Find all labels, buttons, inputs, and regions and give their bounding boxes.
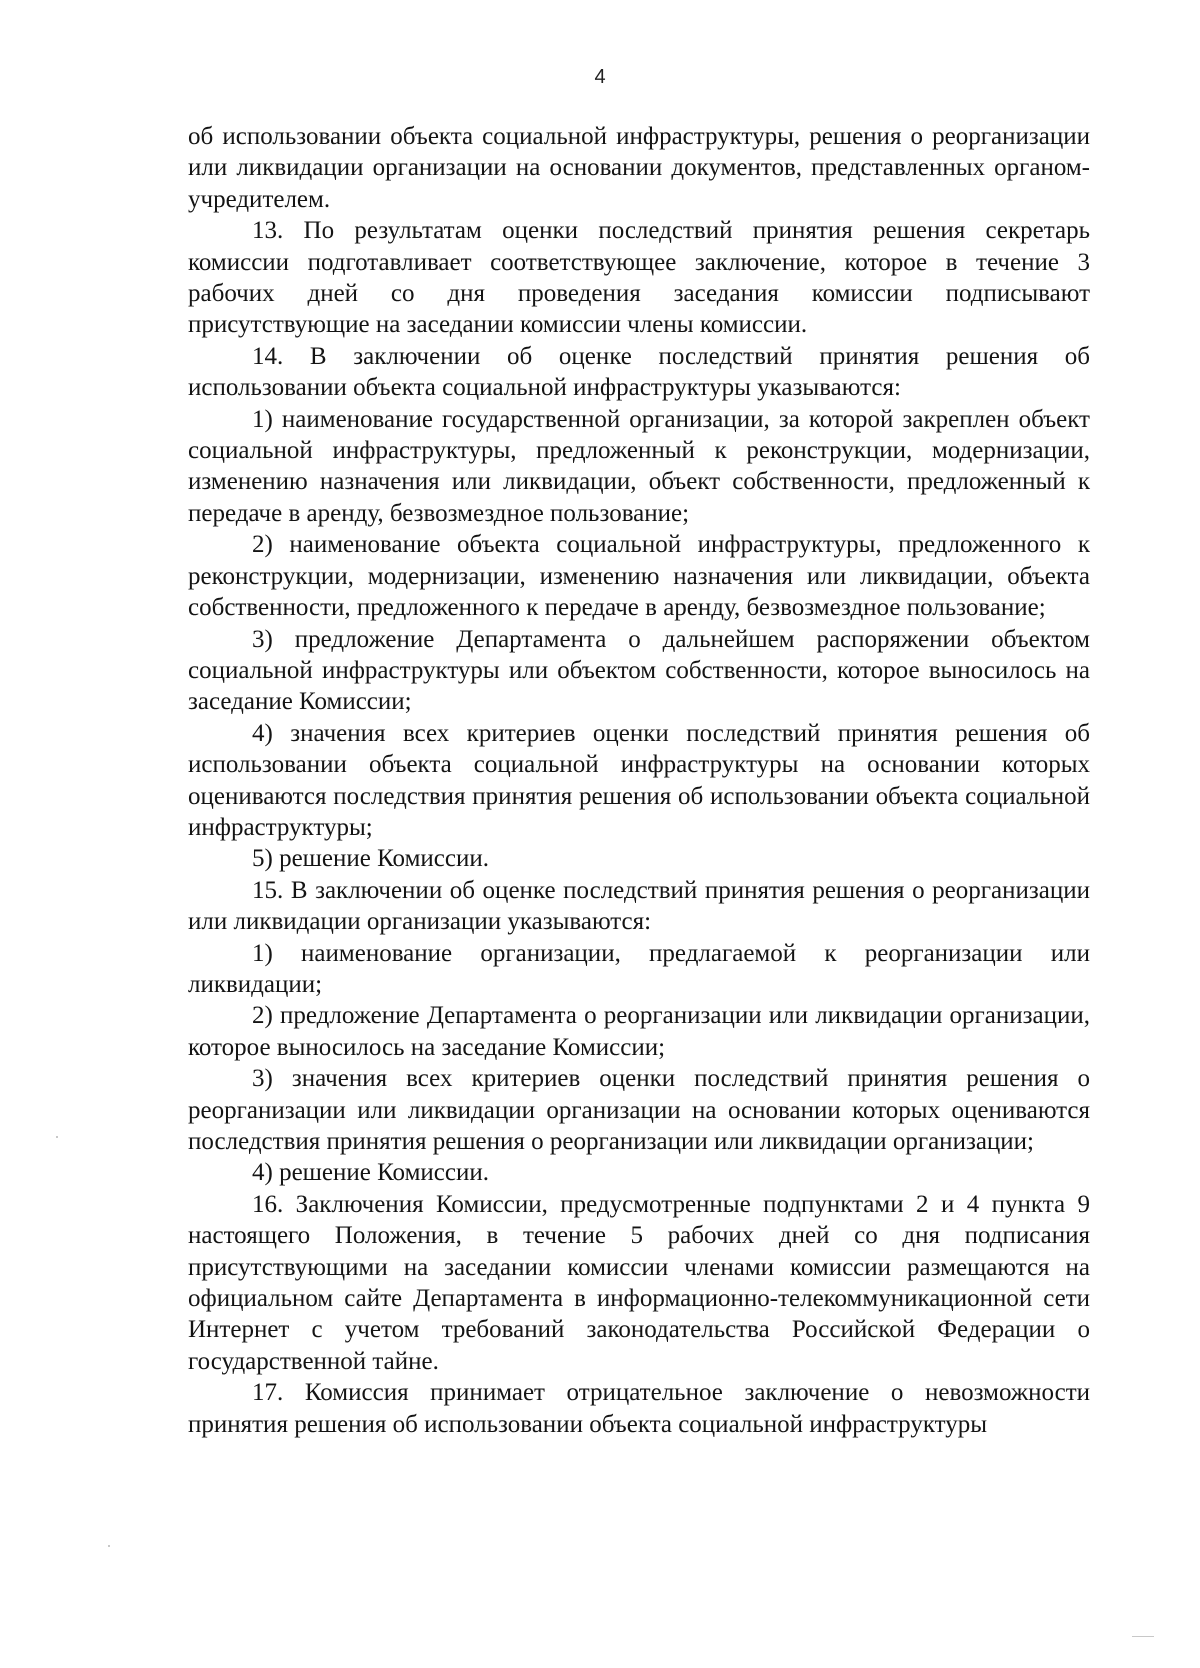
document-body <box>188 121 1090 1440</box>
scan-mark <box>108 1545 110 1547</box>
paragraph-15-item-1: 1) наименование организации, предлагаемой к реорганизации или ликвидации; <box>188 939 1090 998</box>
scan-mark <box>56 1136 58 1138</box>
paragraph-14-item-5: 5) решение Комиссии. <box>252 845 489 873</box>
paragraph-15-item-2: 2) предложение Департамента о реорганизации или ликвидации организации, которое выносилось на заседание Комиссии; <box>188 1002 1090 1061</box>
paragraph-14: 14. В заключении об оценке последствий принятия решения об использовании объекта социальной инфраструктуры указываются: <box>188 342 1090 402</box>
paragraph-14-item-2: 2) наименование объекта социальной инфраструктуры, предложенного к реконструкции, модернизации, изменению назначения или ликвидации, объекта собственности, предложенного к передаче в аренду, безвозмездное пользование; <box>188 531 1090 622</box>
paragraph-14-item-4: 4) значения всех критериев оценки последствий принятия решения об использовании объекта социальной инфраструктуры на основании которых оцениваются последствия принятия решения об использовании объекта социальной инфраструктуры; <box>188 719 1090 841</box>
paragraph-14-item-3: 3) предложение Департамента о дальнейшем распоряжении объектом социальной инфраструктуры или объектом собственности, которое выносилось на заседание Комиссии; <box>188 625 1090 716</box>
paragraph-14-item-1: 1) наименование государственной организации, за которой закреплен объект социальной инфраструктуры, предложенный к реконструкции, модернизации, изменению назначения или ликвидации, объект собственности, предложенный к передаче в аренду, безвозмездное пользование; <box>188 405 1090 527</box>
paragraph-continuation: об использовании объекта социальной инфраструктуры, решения о реорганизации или ликвидации организации на основании документов, представленных органом-учредителем. <box>188 123 1090 213</box>
paragraph-17: 17. Комиссия принимает отрицательное заключение о невозможности принятия решения об использовании объекта социальной инфраструктуры <box>188 1379 1090 1438</box>
paragraph-15: 15. В заключении об оценке последствий принятия решения о реорганизации или ликвидации организации указываются: <box>188 876 1090 936</box>
scan-mark <box>1132 1636 1154 1637</box>
paragraph-15-item-4: 4) решение Комиссии. <box>252 1159 489 1187</box>
page-number: 4 <box>594 66 606 88</box>
paragraph-16: 16. Заключения Комиссии, предусмотренные подпунктами 2 и 4 пункта 9 настоящего Положения, в течение 5 рабочих дней со дня подписания присутствующими на заседании комиссии членами комиссии размещаются на официальном сайте Департамента в информационно-телекоммуникационной сети Интернет с учетом требований законодательства Российской Федерации о государственной тайне. <box>188 1190 1090 1375</box>
paragraph-13: 13. По результатам оценки последствий принятия решения секретарь комиссии подготавливает соответствующее заключение, которое в течение 3 рабочих дней со дня проведения заседания комиссии подписывают присутствующие на заседании комиссии члены комиссии. <box>188 217 1090 339</box>
paragraph-15-item-3: 3) значения всех критериев оценки последствий принятия решения о реорганизации или ликвидации организации на основании которых оцениваются последствия принятия решения о реорганизации или ликвидации организации; <box>188 1065 1090 1155</box>
